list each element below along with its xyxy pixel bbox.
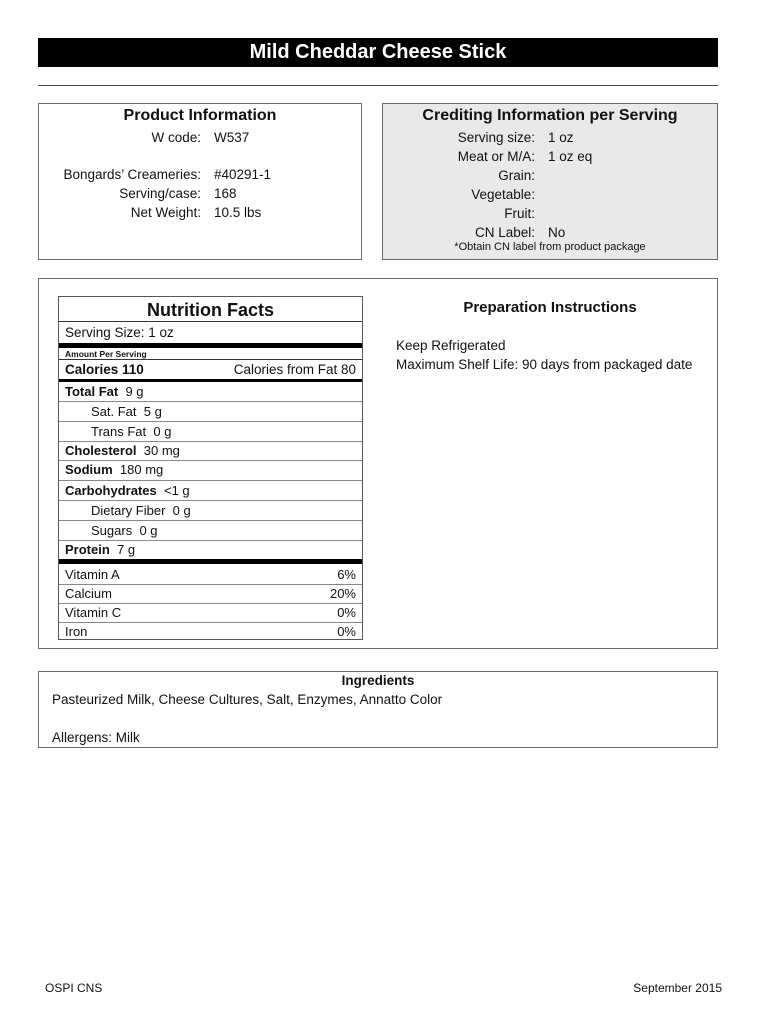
calories-from-fat: Calories from Fat 80 — [233, 362, 356, 377]
nutrient-row-protein — [65, 542, 135, 557]
footer-left: OSPI CNS — [45, 981, 103, 995]
crediting-label: Serving size: — [457, 130, 535, 145]
preparation-line: Keep Refrigerated — [396, 338, 506, 353]
product-label: Net Weight: — [130, 205, 201, 220]
divider — [59, 321, 362, 322]
crediting-row-vegetable — [383, 185, 717, 204]
nutrient-amount: 9 g — [125, 384, 144, 399]
nutrient-amount: 7 g — [117, 542, 136, 557]
crediting-value: 1 oz — [548, 130, 574, 145]
footer-right: September 2015 — [633, 981, 722, 995]
crediting-label: CN Label: — [474, 225, 535, 240]
thick-divider — [59, 343, 362, 348]
vitamin-percent: 20% — [329, 586, 356, 601]
crediting-value: 1 oz eq — [548, 149, 593, 164]
preparation-heading: Preparation Instructions — [463, 299, 637, 316]
serving-size: Serving Size: 1 oz — [65, 325, 174, 340]
product-label: Serving/case: — [119, 186, 201, 201]
crediting-information-box — [382, 103, 718, 260]
divider — [59, 622, 362, 623]
product-information-heading: Product Information — [123, 107, 277, 124]
divider — [59, 603, 362, 604]
vitamin-percent: 0% — [337, 624, 356, 639]
vitamin-name: Calcium — [65, 586, 112, 601]
nutrient-row-total-fat — [65, 384, 144, 399]
product-label: Bongards’ Creameries: — [63, 167, 201, 182]
divider — [59, 359, 362, 360]
product-row-net-weight — [39, 203, 361, 222]
preparation-line: Maximum Shelf Life: 90 days from packaged date — [396, 357, 693, 372]
product-row-serving-case — [39, 184, 361, 203]
ingredients-text: Pasteurized Milk, Cheese Cultures, Salt, Enzymes, Annatto Color — [52, 692, 443, 707]
product-row-creamery — [39, 165, 361, 184]
product-row-w-code — [39, 128, 361, 147]
crediting-label: Grain: — [498, 168, 535, 183]
divider — [59, 584, 362, 585]
divider — [59, 520, 362, 521]
nutrient-name: Carbohydrates — [65, 483, 157, 498]
product-value: #40291-1 — [214, 167, 272, 182]
vitamin-percent: 0% — [337, 605, 356, 620]
nutrient-name: Sat. Fat — [91, 404, 137, 419]
divider — [59, 441, 362, 442]
nutrient-row-sodium — [65, 462, 163, 477]
crediting-label: Meat or M/A: — [457, 149, 535, 164]
product-value: W537 — [214, 130, 250, 145]
nutrient-name: Protein — [65, 542, 110, 557]
divider — [59, 460, 362, 461]
cn-label-note: *Obtain CN label from product package — [454, 241, 646, 253]
ingredients-heading: Ingredients — [341, 673, 415, 688]
thick-divider — [59, 559, 362, 564]
title-divider — [38, 85, 718, 86]
crediting-row-serving-size — [383, 128, 717, 147]
divider — [59, 480, 362, 481]
crediting-row-cn-label — [383, 223, 717, 242]
nutrient-row-trans-fat — [91, 424, 171, 439]
nutrient-row-dietary-fiber — [91, 503, 191, 518]
nutrient-row-sugars — [91, 523, 158, 538]
page-title: Mild Cheddar Cheese Stick — [38, 38, 718, 67]
divider — [59, 540, 362, 541]
product-information-box — [38, 103, 362, 260]
nutrient-amount: 30 mg — [143, 443, 180, 458]
allergens-text: Allergens: Milk — [52, 730, 140, 745]
crediting-row-fruit — [383, 204, 717, 223]
nutrient-row-cholesterol — [65, 443, 180, 458]
nutrient-amount: <1 g — [163, 483, 190, 498]
crediting-row-meat — [383, 147, 717, 166]
vitamin-name: Vitamin A — [65, 567, 120, 582]
divider — [59, 421, 362, 422]
medium-divider — [59, 379, 362, 382]
nutrient-name: Cholesterol — [65, 443, 137, 458]
ingredients-box — [38, 671, 718, 748]
nutrient-name: Sodium — [65, 462, 113, 477]
nutrition-facts-heading: Nutrition Facts — [146, 300, 274, 320]
vitamin-name: Iron — [65, 624, 88, 639]
divider — [59, 401, 362, 402]
vitamin-name: Vitamin C — [65, 605, 122, 620]
nutrient-name: Total Fat — [65, 384, 119, 399]
nutrient-amount: 5 g — [143, 404, 162, 419]
nutrient-row-carbohydrates — [65, 483, 190, 498]
nutrient-amount: 0 g — [139, 523, 158, 538]
nutrition-facts-panel — [58, 296, 363, 640]
crediting-label: Fruit: — [504, 206, 535, 221]
nutrient-name: Sugars — [91, 523, 133, 538]
crediting-value: No — [548, 225, 566, 240]
nutrient-amount: 0 g — [153, 424, 172, 439]
nutrient-amount: 0 g — [172, 503, 191, 518]
nutrient-name: Dietary Fiber — [91, 503, 166, 518]
crediting-row-grain — [383, 166, 717, 185]
amount-per-serving: Amount Per Serving — [65, 349, 147, 359]
crediting-information-heading: Crediting Information per Serving — [422, 107, 678, 124]
crediting-label: Vegetable: — [471, 187, 535, 202]
nutrient-row-sat-fat — [91, 404, 162, 419]
product-value: 10.5 lbs — [214, 205, 262, 220]
product-value: 168 — [214, 186, 237, 201]
nutrient-amount: 180 mg — [119, 462, 164, 477]
divider — [59, 500, 362, 501]
nutrient-name: Trans Fat — [91, 424, 147, 439]
calories: Calories 110 — [65, 362, 144, 377]
vitamin-percent: 6% — [337, 567, 356, 582]
product-label: W code: — [151, 130, 201, 145]
